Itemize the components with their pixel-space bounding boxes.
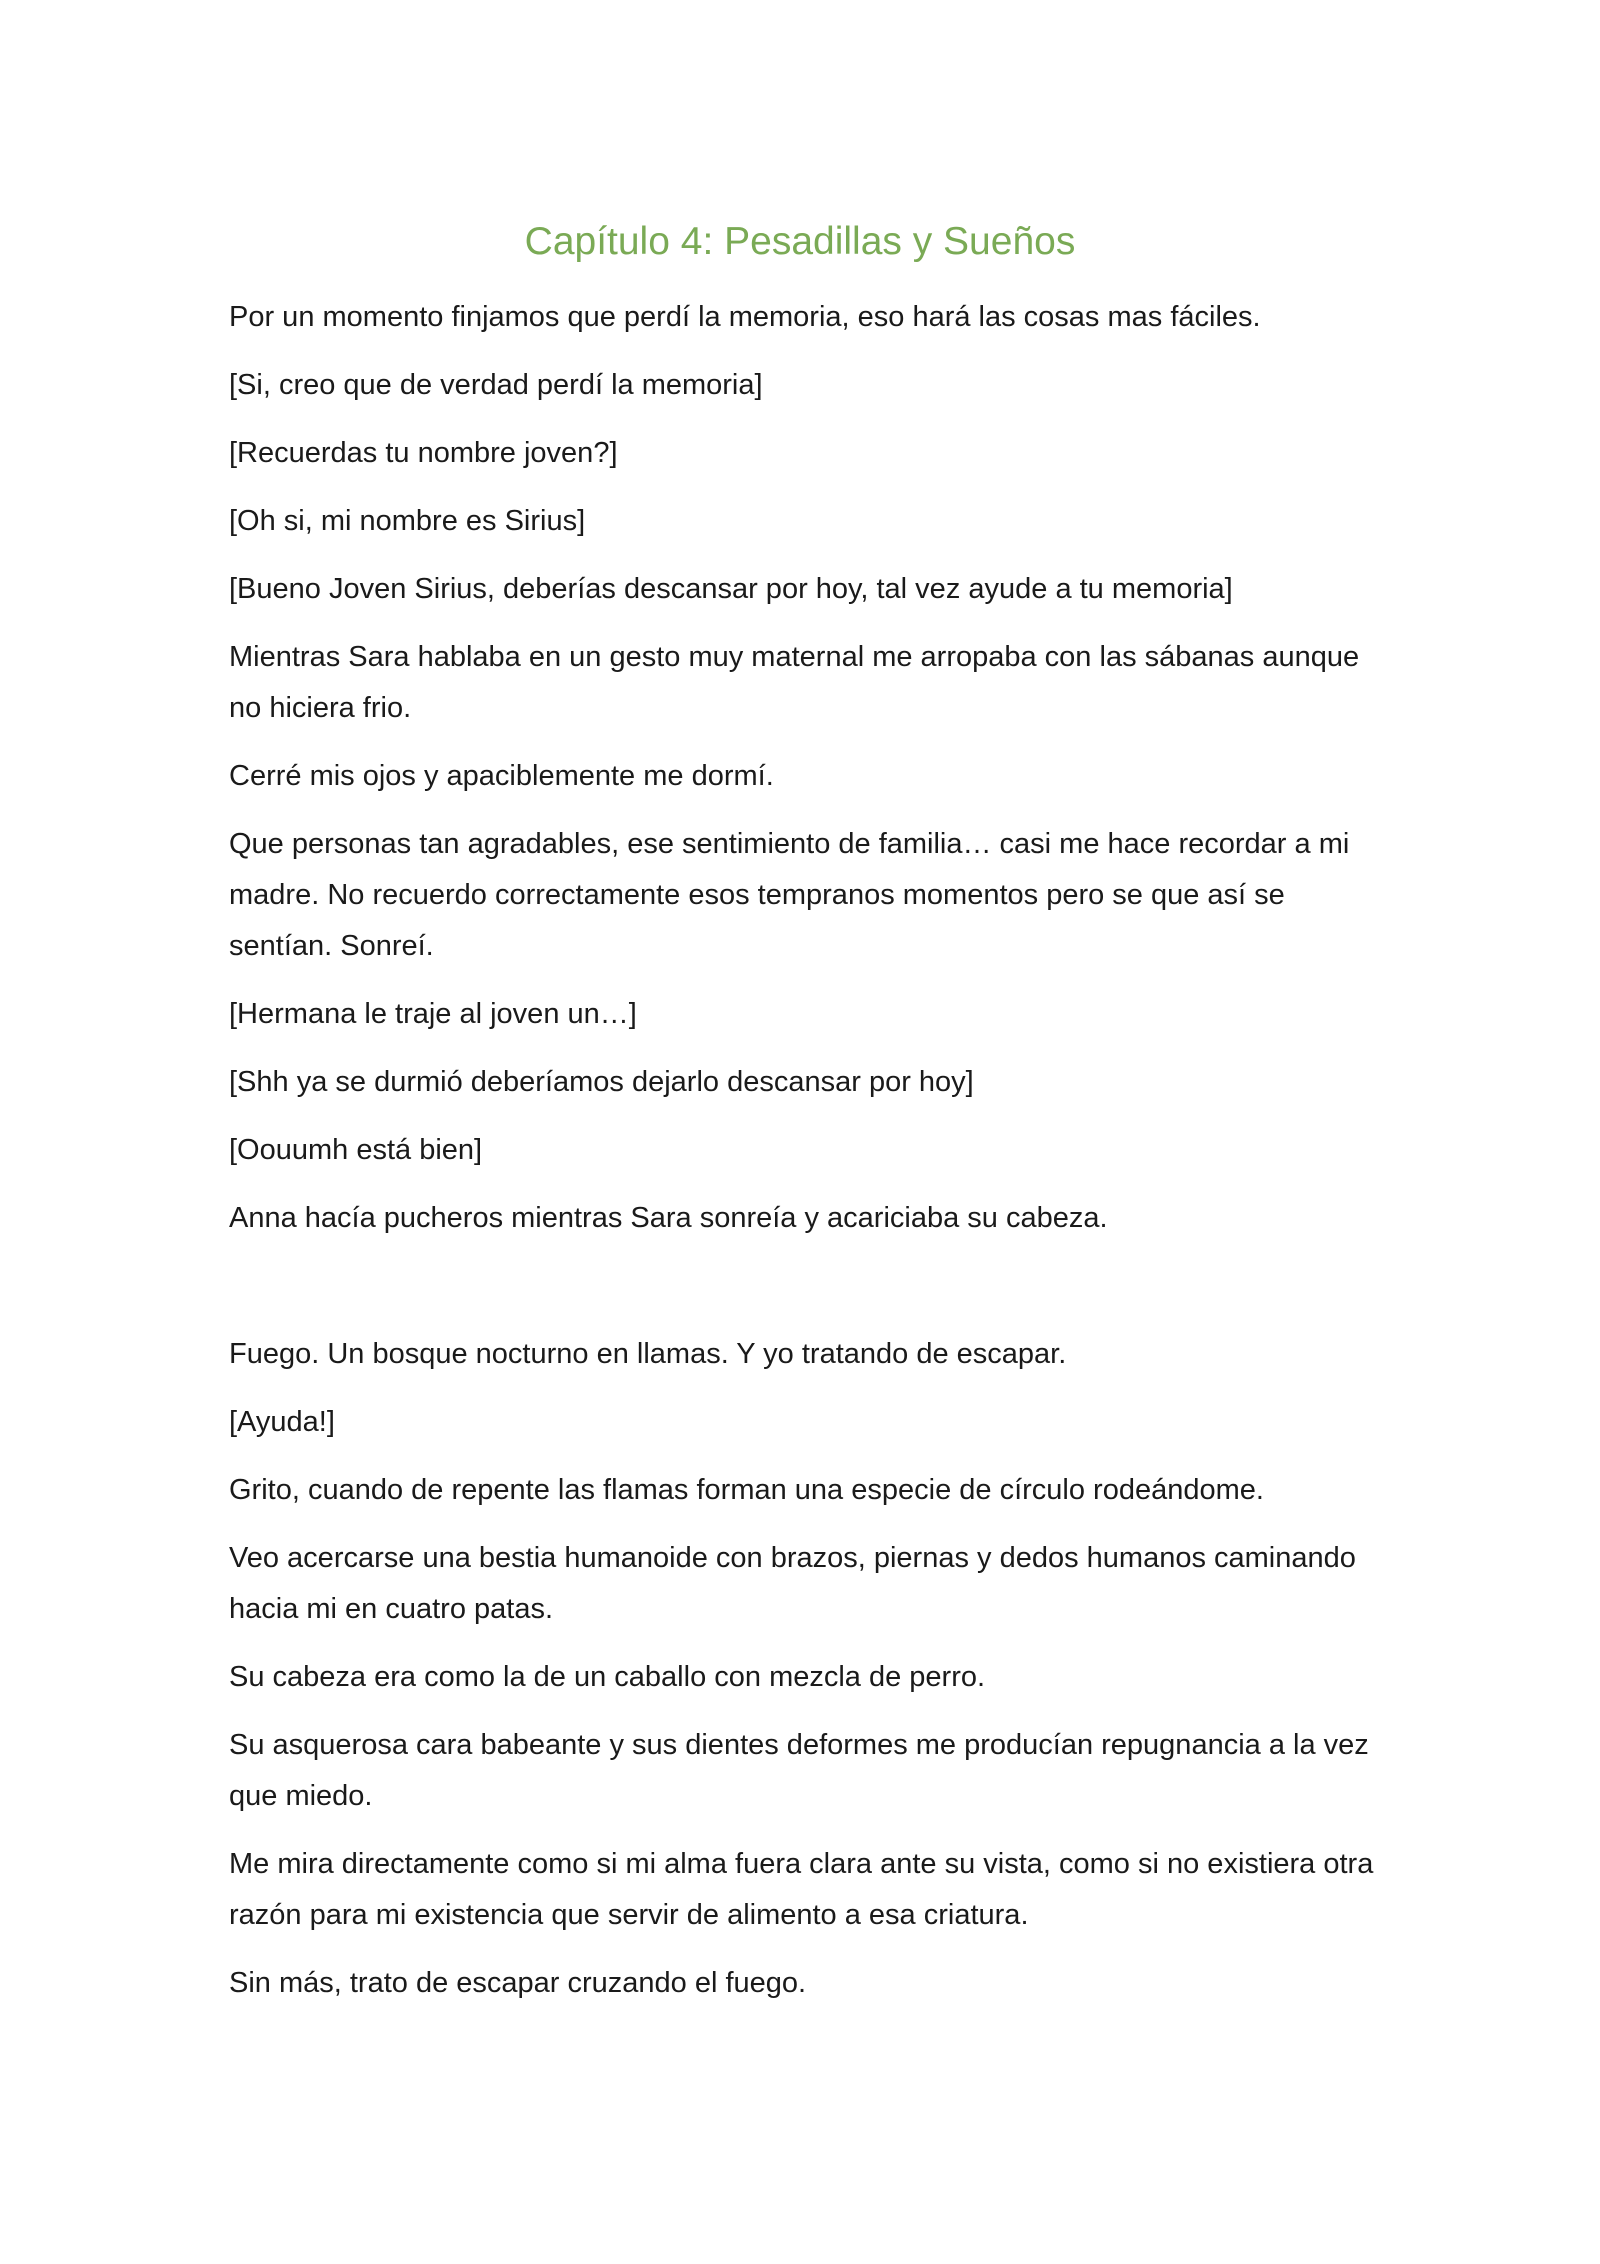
- paragraph: Mientras Sara hablaba en un gesto muy maternal me arropaba con las sábanas aunque no hiciera frio.: [229, 641, 1360, 724]
- paragraph: [Recuerdas tu nombre joven?]: [229, 437, 618, 469]
- paragraph: Su cabeza era como la de un caballo con mezcla de perro.: [229, 1661, 986, 1693]
- paragraph: [Ayuda!]: [229, 1406, 335, 1438]
- chapter-title: Capítulo 4: Pesadillas y Sueños: [524, 220, 1076, 263]
- paragraph: [Bueno Joven Sirius, deberías descansar por hoy, tal vez ayude a tu memoria]: [229, 573, 1233, 605]
- document-body: [229, 292, 1389, 2026]
- paragraph: Veo acercarse una bestia humanoide con brazos, piernas y dedos humanos caminando hacia mi en cuatro patas.: [229, 1542, 1356, 1625]
- paragraph: [Oh si, mi nombre es Sirius]: [229, 505, 586, 537]
- paragraph: Que personas tan agradables, ese sentimiento de familia… casi me hace recordar a mi madre. No recuerdo correctamente esos tempranos momentos pero se que así se sentían. Sonreí.: [229, 828, 1350, 962]
- paragraph: [Hermana le traje al joven un…]: [229, 998, 637, 1030]
- paragraph: [Shh ya se durmió deberíamos dejarlo descansar por hoy]: [229, 1066, 974, 1098]
- paragraph: Grito, cuando de repente las flamas forman una especie de círculo rodeándome.: [229, 1474, 1264, 1506]
- paragraph: Anna hacía pucheros mientras Sara sonreía y acariciaba su cabeza.: [229, 1202, 1108, 1234]
- paragraph: Me mira directamente como si mi alma fuera clara ante su vista, como si no existiera otra razón para mi existencia que servir de alimento a esa criatura.: [229, 1848, 1374, 1931]
- paragraph: [Oouumh está bien]: [229, 1134, 483, 1166]
- paragraph: Sin más, trato de escapar cruzando el fuego.: [229, 1967, 807, 1999]
- paragraph: Cerré mis ojos y apaciblemente me dormí.: [229, 760, 774, 792]
- paragraph: Fuego. Un bosque nocturno en llamas. Y yo tratando de escapar.: [229, 1338, 1067, 1370]
- paragraph: Por un momento finjamos que perdí la memoria, eso hará las cosas mas fáciles.: [229, 301, 1261, 333]
- paragraph: [Si, creo que de verdad perdí la memoria]: [229, 369, 763, 401]
- paragraph: Su asquerosa cara babeante y sus dientes deformes me producían repugnancia a la vez que miedo.: [229, 1729, 1369, 1812]
- section-break: [229, 1261, 1389, 1329]
